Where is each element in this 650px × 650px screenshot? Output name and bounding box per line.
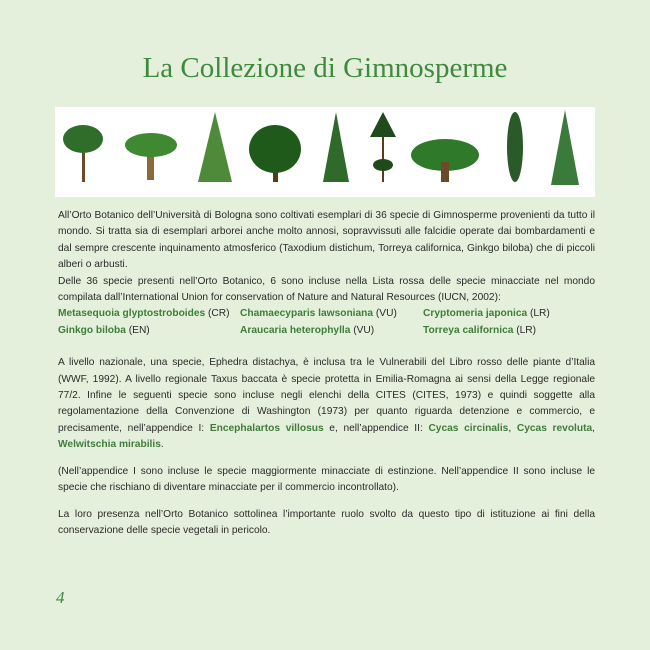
palm-icon [125, 133, 177, 180]
broadleaf-tree-icon [249, 125, 301, 182]
species-item: Torreya californica (LR) [423, 324, 537, 336]
tree-illustrations-banner [55, 107, 595, 197]
conifer-icon [198, 112, 232, 182]
columnar-tree-icon [507, 112, 523, 182]
page-number: 4 [56, 588, 65, 607]
paragraph-intro: All’Orto Botanico dell’Università di Bologna sono coltivati esemplari di 36 specie di Gimnosperme provenienti da tutto il mondo. Si tratta sia di esemplari arborei anche molto annosi, sopravvissuti alle falcidie operate dai bombardamenti e dal sempre crescente inquinamento atmosferico (Taxodium distichum, Torreya californica, Ginkgo biloba) che di piccoli alberi o arbusti. [58, 210, 595, 271]
body-text [58, 208, 595, 539]
species-item: Cryptomeria japonica (LR) [423, 308, 550, 320]
spruce-icon [551, 110, 579, 185]
species-item: Chamaecyparis lawsoniana (VU) [240, 308, 397, 320]
tree-1-icon [63, 125, 103, 182]
paragraph-national: A livello nazionale, una specie, Ephedra distachya, è inclusa tra le Vulnerabili del Libro rosso delle piante d’Italia (WWF, 1992). A livello regionale Taxus baccata è specie protetta in Emilia-Romagna ai sensi della Legge regionale 77/2. Infine le seguenti specie sono incluse negli elenchi della CITES (CITES, 1973) e quindi soggette alla regolamentazione della Convenzione di Washington (1973) per quanto riguarda detenzione e commercio, e precisamente, nell’appendice I: Encephalartos villosus e, nell’appendice II: Cycas circinalis, Cycas revoluta, Welwitschia mirabilis. [58, 357, 596, 451]
paragraph-appendix-note: (Nell’appendice I sono incluse le specie maggiormente minacciate di estinzione. Nell’appendice II sono incluse le specie che rischiano di diventare minacciate per il commercio incontrollato). [58, 465, 595, 494]
species-list [58, 306, 595, 339]
species-item: Metasequoia glyptostroboides (CR) [58, 308, 230, 320]
cypress-icon [323, 112, 349, 182]
page-title: La Collezione di Gimnosperme [142, 52, 508, 84]
species-item: Araucaria heterophylla (VU) [240, 324, 375, 336]
araucaria-icon [370, 112, 396, 182]
cycad-icon [411, 139, 479, 182]
paragraph-conclusion: La loro presenza nell’Orto Botanico sottolinea l’importante ruolo svolto da questo tipo di istituzione ai fini della conservazione delle specie vegetali in pericolo. [58, 508, 595, 536]
species-item: Ginkgo biloba (EN) [58, 324, 150, 336]
paragraph-red-list: Delle 36 specie presenti nell’Orto Botanico, 6 sono incluse nella Lista rossa delle specie minacciate nel mondo compilata dall’International Union for conservation of Nature and Natural Resources (IUCN, 2002): [58, 275, 595, 304]
